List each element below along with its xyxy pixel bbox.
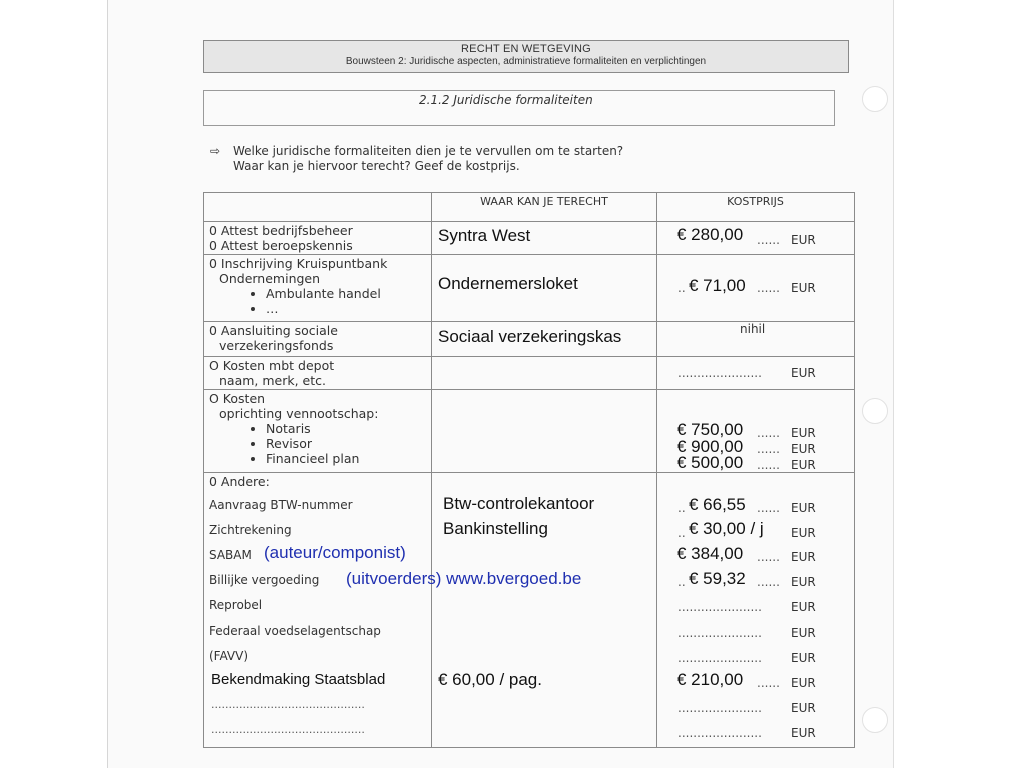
- cost-cell: [657, 255, 855, 322]
- row-sociale: [204, 322, 432, 357]
- question-line-1: Welke juridische formaliteiten dien je te vervullen om te starten?: [233, 144, 624, 158]
- currency-label: EUR: [791, 366, 816, 380]
- formality-label: Federaal voedselagentschap: [209, 624, 381, 638]
- where-cell: [432, 357, 657, 390]
- handwritten-note: (auteur/componist): [264, 543, 406, 562]
- bullet-item: • Notaris: [266, 421, 431, 436]
- question-line-2: Waar kan je hiervoor terecht? Geef de kostprijs.: [233, 159, 520, 173]
- formality-label: Ondernemingen: [219, 271, 321, 286]
- currency-label: EUR: [791, 600, 816, 614]
- currency-label: EUR: [791, 676, 816, 690]
- handwritten-cost: € 210,00: [677, 670, 744, 689]
- formality-label: verzekeringsfonds: [219, 338, 334, 353]
- handwritten-cost: € 900,00: [677, 437, 744, 456]
- handwritten-cost: € 59,32: [689, 569, 746, 588]
- handwritten-cost: € 500,00: [677, 453, 744, 472]
- currency-label: EUR: [791, 501, 816, 515]
- currency-label: EUR: [791, 701, 816, 715]
- header-title: RECHT EN WETGEVING: [461, 43, 591, 55]
- row-vennootschap: [204, 390, 432, 473]
- currency-label: EUR: [791, 442, 816, 456]
- dotted-line: ......: [757, 442, 780, 456]
- dotted-line: ......: [757, 458, 780, 472]
- formality-label: 0 Inschrijving Kruispuntbank: [209, 256, 388, 271]
- currency-label: EUR: [791, 575, 816, 589]
- document-header: [203, 40, 849, 73]
- section-title: 2.1.2 Juridische formaliteiten: [419, 93, 593, 107]
- where-cell: [432, 390, 657, 473]
- handwritten-cost: € 750,00: [677, 420, 744, 439]
- formality-label: O Kosten mbt depot: [209, 358, 335, 373]
- header-subtitle: Bouwsteen 2: Juridische aspecten, administratieve formaliteiten en verplichtingen: [345, 56, 707, 67]
- formality-label: 0 Aansluiting sociale: [209, 323, 338, 338]
- handwritten-cost: € 280,00: [677, 225, 744, 244]
- dotted-line: ......: [757, 575, 780, 589]
- currency-label: EUR: [791, 458, 816, 472]
- dotted-line: ......: [757, 426, 780, 440]
- formality-label: 0 Attest beroepskennis: [209, 238, 353, 253]
- section-box: [203, 90, 835, 126]
- formality-label: Zichtrekening: [209, 523, 292, 537]
- dotted-line: ......................: [678, 651, 762, 665]
- handwritten-note: (uitvoerders) www.bvergoed.be: [346, 569, 582, 588]
- dotted-line: ..: [678, 281, 686, 295]
- dotted-line: ......................: [678, 626, 762, 640]
- handwritten-where: Btw-controlekantoor: [443, 494, 595, 513]
- dotted-line: ..: [678, 575, 686, 589]
- dotted-line: ......................: [678, 600, 762, 614]
- formality-label: Aanvraag BTW-nummer: [209, 498, 353, 512]
- dotted-line: ......................: [678, 366, 762, 380]
- handwritten-where: Bankinstelling: [443, 519, 548, 538]
- bullet-item: • Revisor: [266, 436, 431, 451]
- row-attest: [204, 222, 432, 255]
- handwritten-where: € 60,00 / pag.: [438, 670, 542, 689]
- formality-label: (FAVV): [209, 649, 249, 663]
- handwritten-where: Ondernemersloket: [438, 274, 578, 293]
- dotted-line: ......: [757, 550, 780, 564]
- dotted-line: ......: [757, 233, 780, 247]
- bullet-item: • Financieel plan: [266, 451, 431, 466]
- arrow-icon: ⇨: [210, 144, 221, 158]
- col-formality: [204, 193, 432, 222]
- currency-label: EUR: [791, 281, 816, 295]
- formality-label: SABAM: [209, 548, 252, 562]
- row-kruispuntbank: [204, 255, 432, 322]
- formality-label: O Kosten: [209, 391, 266, 406]
- handwritten-where: Sociaal verzekeringskas: [438, 327, 622, 346]
- dotted-line: ......................: [678, 701, 762, 715]
- formality-label: oprichting vennootschap:: [219, 406, 379, 421]
- bullet-item: • …: [266, 301, 431, 316]
- punch-hole: [862, 707, 888, 733]
- formality-label: 0 Attest bedrijfsbeheer: [209, 223, 353, 238]
- col-where: WAAR KAN JE TERECHT: [432, 193, 657, 222]
- cost-value: nihil: [740, 322, 766, 336]
- currency-label: EUR: [791, 626, 816, 640]
- formality-label: naam, merk, etc.: [219, 373, 326, 388]
- dotted-line: ............................................: [211, 723, 365, 736]
- handwritten-cost: € 384,00: [677, 544, 744, 563]
- col-cost: KOSTPRIJS: [657, 193, 855, 222]
- row-depot: [204, 357, 432, 390]
- handwritten-where: Syntra West: [438, 226, 531, 245]
- currency-label: EUR: [791, 426, 816, 440]
- currency-label: EUR: [791, 550, 816, 564]
- currency-label: EUR: [791, 651, 816, 665]
- handwritten-cost: € 71,00: [689, 276, 746, 295]
- currency-label: EUR: [791, 726, 816, 740]
- question: [210, 144, 623, 174]
- punch-hole: [862, 86, 888, 112]
- dotted-line: ..: [678, 526, 686, 540]
- formality-label: Billijke vergoeding: [209, 573, 320, 587]
- handwritten-cost: € 30,00 / j: [689, 519, 764, 538]
- currency-label: EUR: [791, 233, 816, 247]
- formality-label: Reprobel: [209, 598, 263, 612]
- handwritten-cost: € 66,55: [689, 495, 746, 514]
- handwritten-formality: Bekendmaking Staatsblad: [211, 671, 386, 688]
- dotted-line: ..: [678, 501, 686, 515]
- formality-label: 0 Andere:: [209, 474, 270, 489]
- dotted-line: ......: [757, 501, 780, 515]
- currency-label: EUR: [791, 526, 816, 540]
- dotted-line: ......................: [678, 726, 762, 740]
- bullet-item: • Ambulante handel: [266, 286, 431, 301]
- dotted-line: ......: [757, 281, 780, 295]
- punch-hole: [862, 398, 888, 424]
- dotted-line: ............................................: [211, 698, 365, 711]
- dotted-line: ......: [757, 676, 780, 690]
